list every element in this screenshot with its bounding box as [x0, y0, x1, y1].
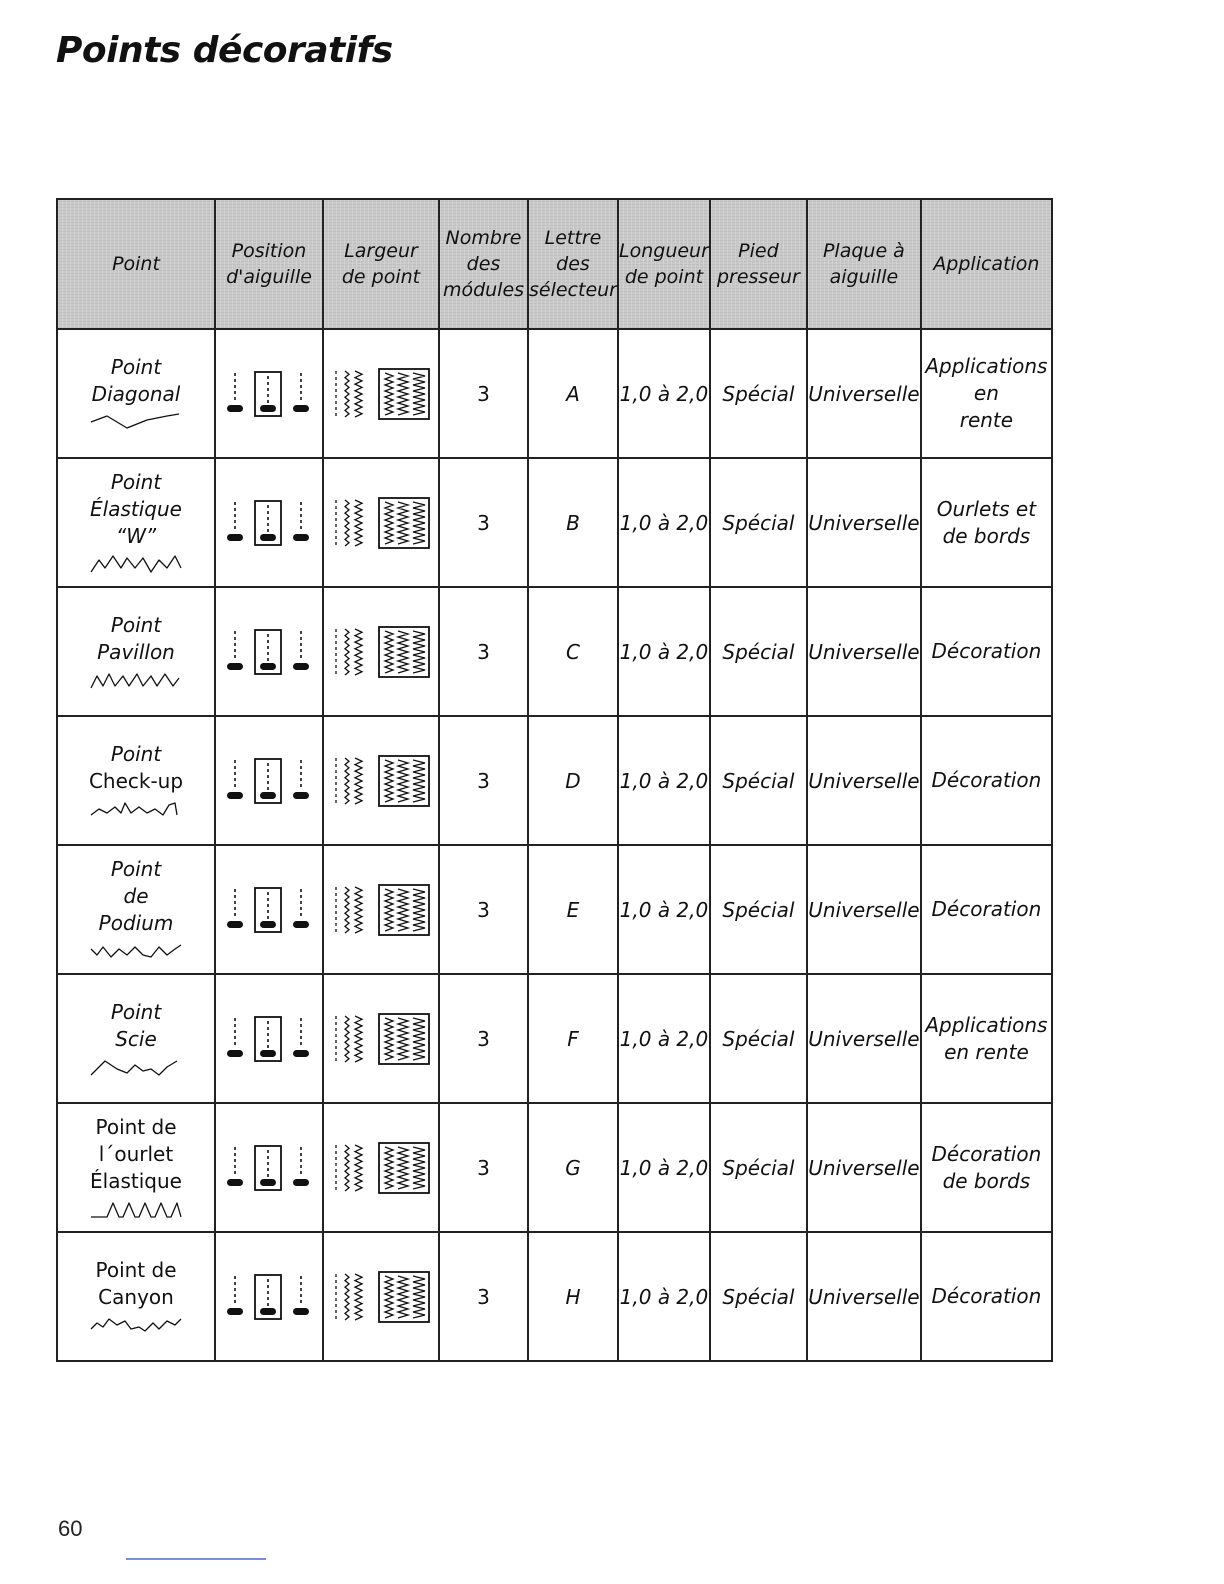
table-row [57, 974, 1052, 1103]
application-cell [921, 329, 1052, 458]
modules-value: 3 [477, 381, 490, 406]
modules-cell [439, 974, 528, 1103]
point-name-line: Point [110, 999, 162, 1024]
header-label-line: des [466, 253, 501, 275]
application-line: Décoration [931, 1141, 1042, 1166]
application-cell [921, 716, 1052, 845]
diagonal-stitch-icon [87, 412, 185, 434]
header-point [57, 199, 215, 329]
point-name-line: Check-up [88, 768, 184, 793]
presser-foot-cell [710, 716, 807, 845]
needle-position-cell [215, 1103, 323, 1232]
application-cell [921, 845, 1052, 974]
application-cell [921, 1103, 1052, 1232]
page-title: Points décoratifs [56, 30, 393, 71]
needle-position-icon [221, 367, 317, 421]
header-stitch-length [618, 199, 710, 329]
header-label-line: aiguille [829, 266, 899, 288]
selector-letter-value: C [566, 639, 580, 664]
pavillon-stitch-icon [87, 670, 185, 692]
stitch-length-value: 1,0 à 2,0 [619, 381, 709, 406]
scie-stitch-icon [87, 1057, 185, 1079]
stitch-length-cell [618, 1103, 710, 1232]
needle-plate-value: Universelle [808, 381, 920, 406]
point-name-line: l´ourlet [98, 1142, 174, 1166]
needle-plate-cell [807, 329, 921, 458]
application-line: en rente [944, 1039, 1029, 1064]
elastic-hem-stitch-icon [87, 1199, 185, 1221]
presser-foot-value: Spécial [722, 1026, 795, 1051]
needle-plate-cell [807, 458, 921, 587]
point-name [58, 354, 214, 434]
stitch-width-icon [331, 1270, 431, 1324]
application-line: rente [959, 408, 1014, 432]
table-row [57, 458, 1052, 587]
application-line: Décoration [931, 768, 1042, 792]
presser-foot-cell [710, 974, 807, 1103]
selector-letter-cell [528, 974, 618, 1103]
header-label-line: Application [933, 253, 1040, 275]
needle-position-icon [221, 1270, 317, 1324]
header-needle-position [215, 199, 323, 329]
stitch-length-value: 1,0 à 2,0 [619, 510, 709, 535]
header-label-line: Lettre [544, 227, 602, 249]
header-presser-foot [710, 199, 807, 329]
modules-value: 3 [477, 1026, 490, 1051]
header-label-line: Nombre [445, 227, 522, 249]
selector-letter-value: E [566, 897, 580, 922]
presser-foot-value: Spécial [722, 510, 795, 535]
application-line: Décoration [931, 1284, 1042, 1308]
stitch-width-cell [323, 845, 439, 974]
stitch-length-cell [618, 587, 710, 716]
needle-plate-cell [807, 1232, 921, 1361]
presser-foot-cell [710, 458, 807, 587]
modules-cell [439, 716, 528, 845]
table-row [57, 587, 1052, 716]
presser-foot-cell [710, 845, 807, 974]
check-up-stitch-icon [87, 799, 185, 821]
footer-rule [126, 1558, 266, 1560]
header-application [921, 199, 1052, 329]
header-label-line: presseur [716, 266, 800, 288]
point-cell [57, 1232, 215, 1361]
table-row [57, 329, 1052, 458]
needle-plate-cell [807, 1103, 921, 1232]
stitch-length-cell [618, 329, 710, 458]
needle-plate-value: Universelle [808, 1026, 920, 1051]
needle-position-icon [221, 754, 317, 808]
header-label-line: de point [624, 266, 704, 288]
canyon-stitch-icon [87, 1315, 185, 1337]
point-name-line: de [123, 884, 149, 908]
point-name-line: Scie [115, 1026, 157, 1051]
table-row [57, 1232, 1052, 1361]
header-label-line: Longueur [619, 240, 709, 262]
point-name-line: Point [110, 354, 162, 379]
selector-letter-value: G [565, 1155, 581, 1180]
stitch-width-icon [331, 754, 431, 808]
point-name-line: Diagonal [91, 381, 181, 406]
needle-position-cell [215, 845, 323, 974]
presser-foot-value: Spécial [722, 381, 795, 406]
needle-position-cell [215, 974, 323, 1103]
selector-letter-value: F [567, 1026, 579, 1051]
point-name-line: Élastique [90, 497, 182, 521]
stitch-length-cell [618, 845, 710, 974]
table-row [57, 716, 1052, 845]
point-cell [57, 716, 215, 845]
presser-foot-value: Spécial [722, 897, 795, 922]
point-name-line: Podium [98, 911, 174, 935]
selector-letter-cell [528, 458, 618, 587]
application-line: Ourlets et [936, 496, 1037, 521]
application-cell [921, 587, 1052, 716]
header-label-line: módules [442, 279, 525, 301]
selector-letter-value: H [565, 1284, 581, 1309]
table-row [57, 845, 1052, 974]
modules-value: 3 [477, 897, 490, 922]
point-name [58, 612, 214, 692]
point-name [58, 1114, 214, 1221]
selector-letter-cell [528, 1103, 618, 1232]
needle-plate-value: Universelle [808, 510, 920, 535]
stitch-length-cell [618, 716, 710, 845]
application-line: Décoration [931, 639, 1042, 663]
point-name-line: Point de [95, 1257, 177, 1282]
stitch-length-value: 1,0 à 2,0 [619, 1155, 709, 1180]
needle-position-cell [215, 458, 323, 587]
point-cell [57, 1103, 215, 1232]
point-name [58, 856, 214, 963]
application-line: de bords [942, 523, 1031, 548]
stitch-width-cell [323, 716, 439, 845]
selector-letter-value: B [566, 510, 580, 535]
application-line: Applications [925, 1012, 1048, 1037]
modules-cell [439, 587, 528, 716]
selector-letter-cell [528, 716, 618, 845]
presser-foot-value: Spécial [722, 1155, 795, 1180]
needle-position-icon [221, 496, 317, 550]
application-line: Décoration [931, 897, 1042, 921]
needle-plate-value: Universelle [808, 768, 920, 793]
selector-letter-cell [528, 1232, 618, 1361]
needle-position-icon [221, 1141, 317, 1195]
application-line: en [973, 381, 999, 405]
podium-stitch-icon [87, 941, 185, 963]
header-label-line: de point [341, 266, 421, 288]
modules-cell [439, 1103, 528, 1232]
presser-foot-cell [710, 587, 807, 716]
header-selector-letter [528, 199, 618, 329]
point-name-line: Canyon [98, 1284, 174, 1309]
stitch-width-icon [331, 367, 431, 421]
needle-position-cell [215, 587, 323, 716]
point-name-line: Point [110, 470, 162, 494]
application-cell [921, 974, 1052, 1103]
needle-position-cell [215, 716, 323, 845]
elastic-w-stitch-icon [87, 554, 185, 576]
needle-plate-cell [807, 587, 921, 716]
needle-plate-value: Universelle [808, 639, 920, 664]
stitch-width-icon [331, 1012, 431, 1066]
presser-foot-cell [710, 329, 807, 458]
point-cell [57, 458, 215, 587]
needle-position-cell [215, 329, 323, 458]
stitch-length-value: 1,0 à 2,0 [619, 1026, 709, 1051]
stitch-width-icon [331, 496, 431, 550]
stitch-width-cell [323, 329, 439, 458]
application-cell [921, 1232, 1052, 1361]
page-number: 60 [58, 1516, 83, 1541]
header-label-line: sélecteur [529, 279, 617, 301]
stitch-length-value: 1,0 à 2,0 [619, 639, 709, 664]
needle-position-cell [215, 1232, 323, 1361]
point-cell [57, 329, 215, 458]
header-stitch-width [323, 199, 439, 329]
selector-letter-cell [528, 587, 618, 716]
needle-plate-value: Universelle [808, 1284, 920, 1309]
selector-letter-value: D [565, 768, 581, 793]
table-row [57, 1103, 1052, 1232]
application-line: de bords [942, 1168, 1031, 1193]
stitch-length-value: 1,0 à 2,0 [619, 1284, 709, 1309]
presser-foot-cell [710, 1232, 807, 1361]
selector-letter-value: A [566, 381, 580, 406]
table-body [57, 329, 1052, 1361]
modules-value: 3 [477, 639, 490, 664]
header-label-line: Position [231, 240, 307, 262]
stitch-width-cell [323, 458, 439, 587]
stitch-length-value: 1,0 à 2,0 [619, 768, 709, 793]
modules-value: 3 [477, 768, 490, 793]
needle-plate-value: Universelle [808, 897, 920, 922]
point-name [58, 469, 214, 576]
needle-position-icon [221, 883, 317, 937]
point-cell [57, 845, 215, 974]
application-cell [921, 458, 1052, 587]
point-cell [57, 587, 215, 716]
header-label-line: Point [112, 253, 160, 275]
needle-plate-cell [807, 845, 921, 974]
selector-letter-cell [528, 845, 618, 974]
application-line: Applications [925, 354, 1048, 378]
modules-cell [439, 1232, 528, 1361]
modules-cell [439, 458, 528, 587]
stitch-width-cell [323, 1103, 439, 1232]
point-name-line: Point [110, 612, 162, 637]
point-name [58, 741, 214, 821]
presser-foot-value: Spécial [722, 639, 795, 664]
modules-value: 3 [477, 1155, 490, 1180]
point-name-line: Point [110, 741, 162, 766]
stitch-length-cell [618, 1232, 710, 1361]
header-label-line: d'aiguille [226, 266, 312, 288]
point-name-line: Pavillon [97, 639, 175, 664]
header-label-line: des [556, 253, 590, 275]
point-name-line: Élastique [90, 1169, 182, 1193]
header-modules [439, 199, 528, 329]
stitch-width-icon [331, 883, 431, 937]
point-name-line: Point [110, 857, 162, 881]
header-label-line: Largeur [344, 240, 418, 262]
stitch-width-cell [323, 587, 439, 716]
point-name-line: Point de [95, 1115, 177, 1139]
presser-foot-cell [710, 1103, 807, 1232]
needle-plate-cell [807, 974, 921, 1103]
point-name-line: “W” [115, 524, 157, 548]
presser-foot-value: Spécial [722, 1284, 795, 1309]
stitch-length-cell [618, 974, 710, 1103]
point-name [58, 1257, 214, 1337]
point-cell [57, 974, 215, 1103]
needle-plate-cell [807, 716, 921, 845]
header-needle-plate [807, 199, 921, 329]
needle-plate-value: Universelle [808, 1155, 920, 1180]
header-row [57, 199, 1052, 329]
header-label-line: Plaque à [822, 240, 905, 262]
presser-foot-value: Spécial [722, 768, 795, 793]
needle-position-icon [221, 625, 317, 679]
selector-letter-cell [528, 329, 618, 458]
stitch-width-icon [331, 625, 431, 679]
point-name [58, 999, 214, 1079]
modules-value: 3 [477, 510, 490, 535]
modules-cell [439, 329, 528, 458]
modules-cell [439, 845, 528, 974]
stitch-width-cell [323, 1232, 439, 1361]
header-label-line: Pied [738, 240, 779, 262]
modules-value: 3 [477, 1284, 490, 1309]
stitch-table [56, 198, 1053, 1362]
stitch-width-icon [331, 1141, 431, 1195]
needle-position-icon [221, 1012, 317, 1066]
stitch-width-cell [323, 974, 439, 1103]
stitch-length-cell [618, 458, 710, 587]
stitch-length-value: 1,0 à 2,0 [619, 897, 709, 922]
